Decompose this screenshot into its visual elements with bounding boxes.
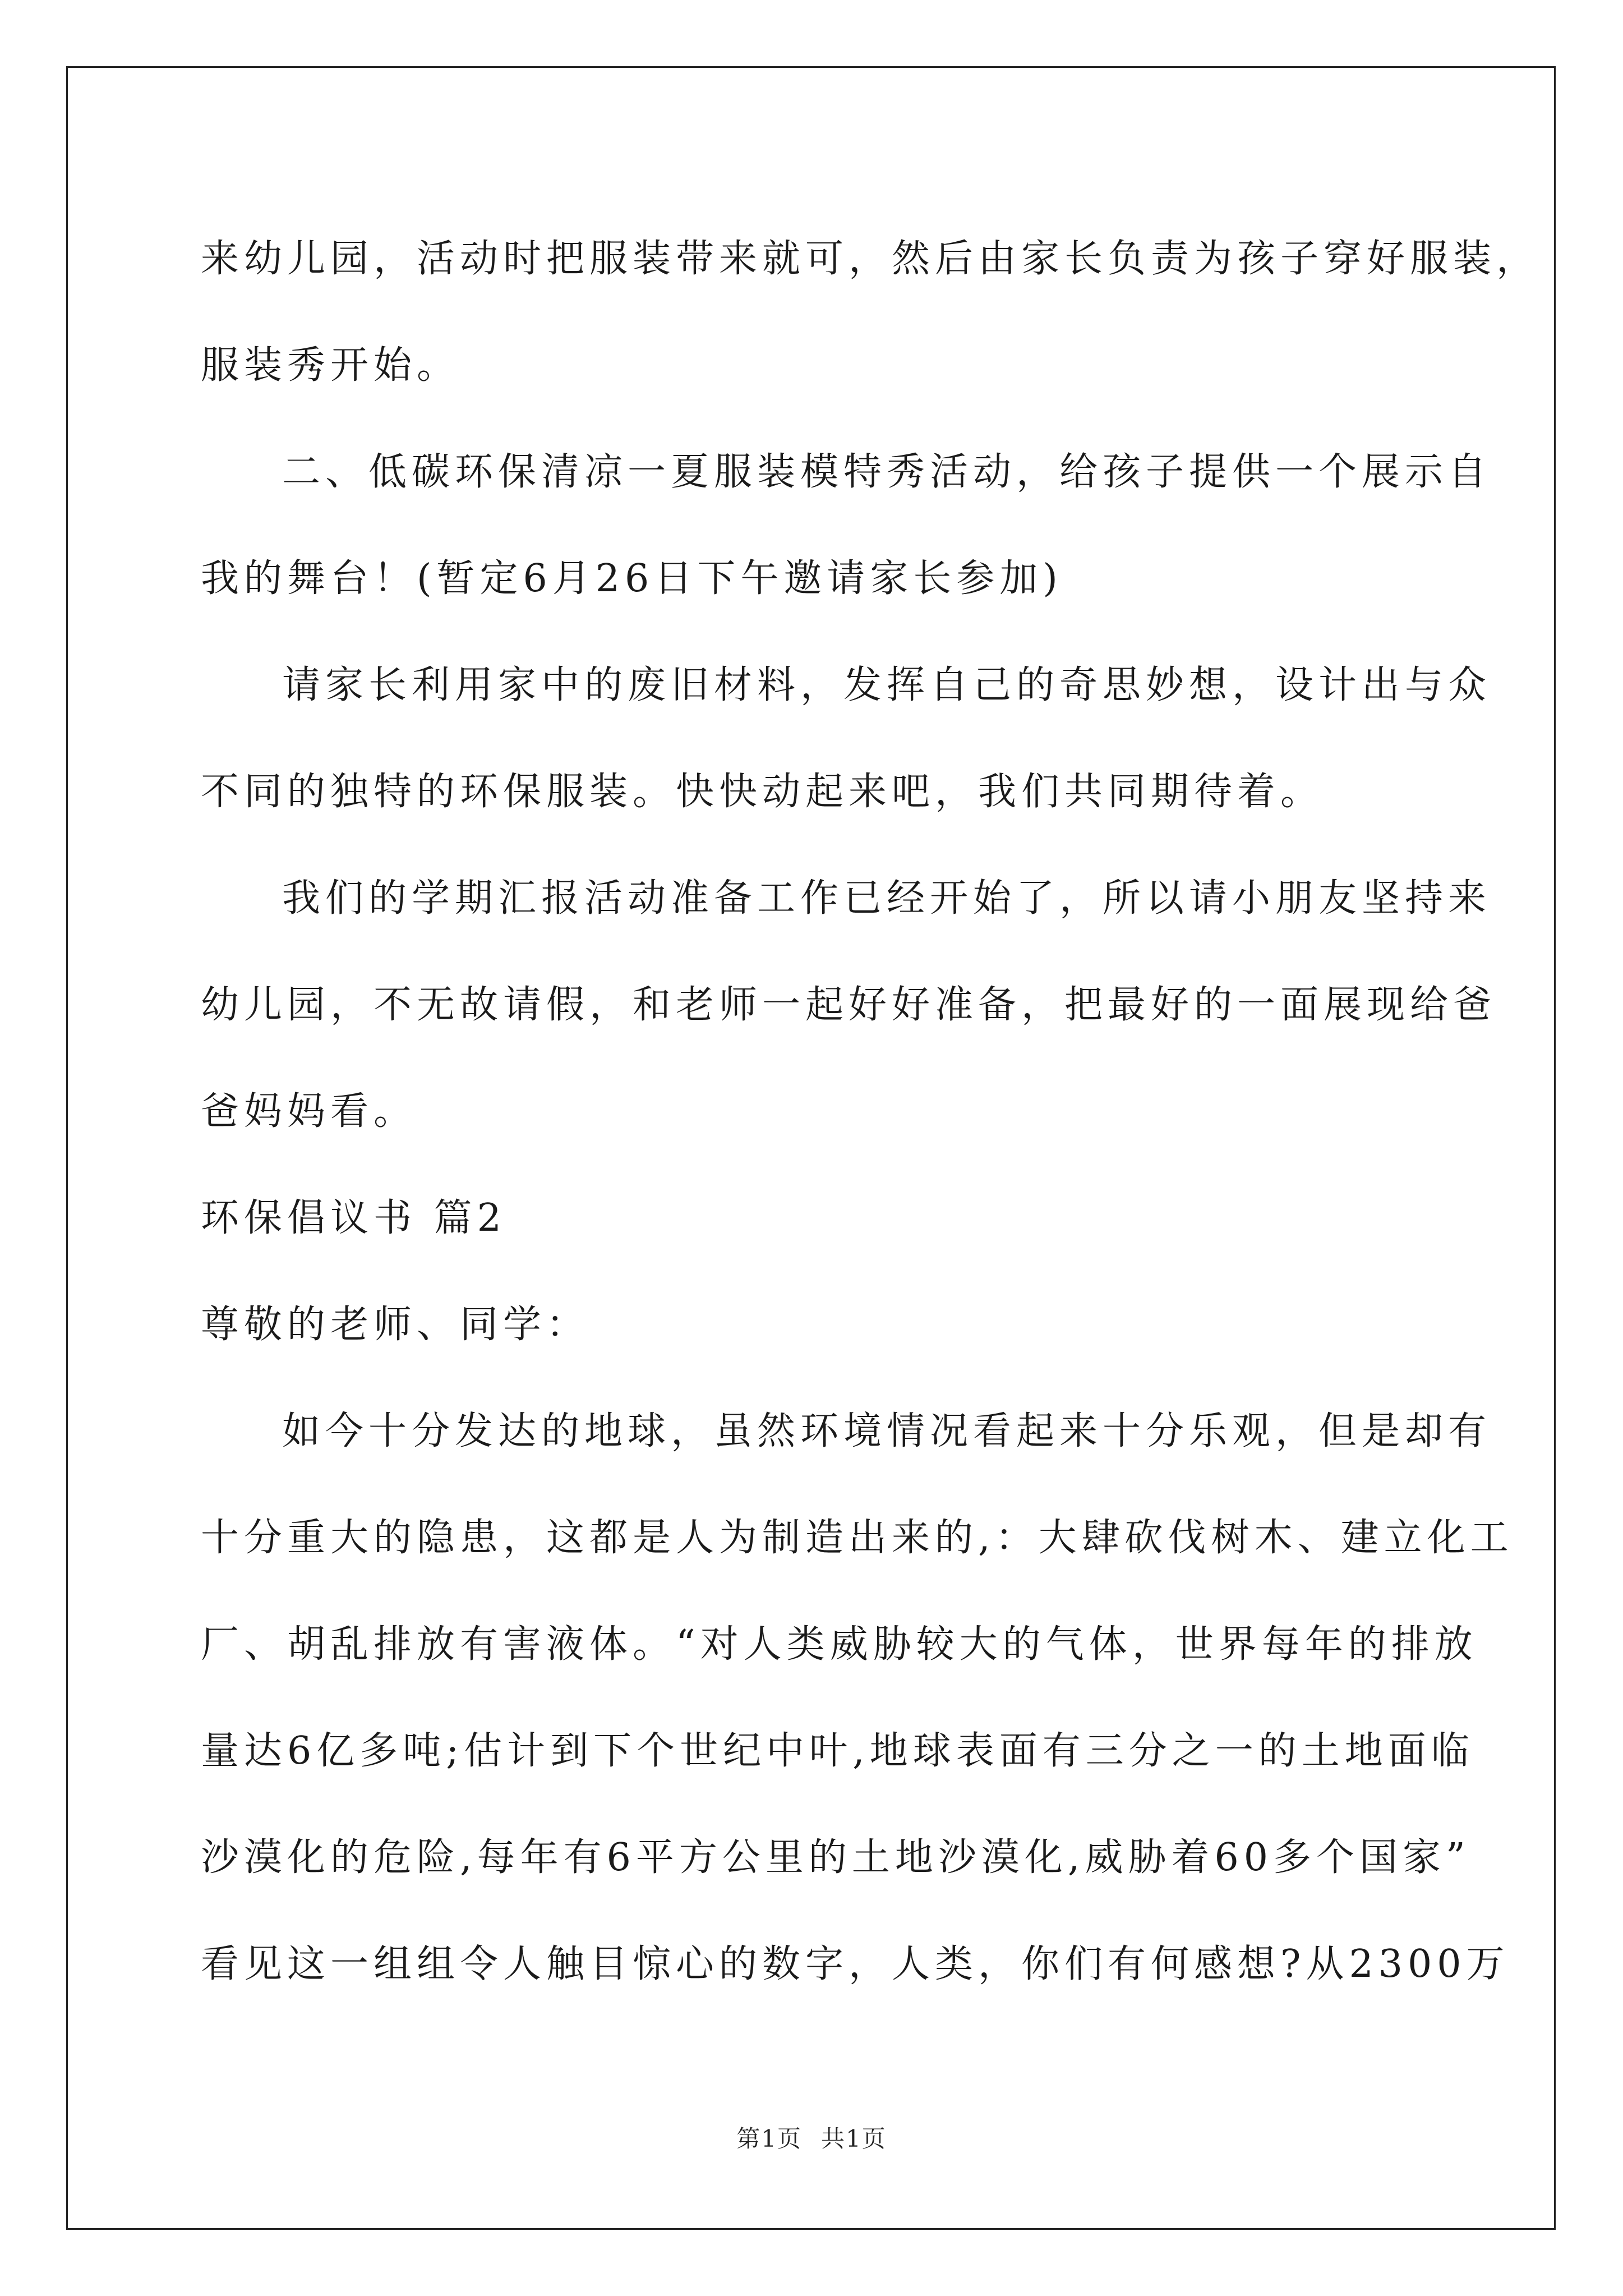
paragraph-line: 看见这一组组令人触目惊心的数字，人类，你们有何感想?从2300万 [201, 1942, 1510, 1986]
paragraph-line: 沙漠化的危险,每年有6平方公里的土地沙漠化,威胁着60多个国家” [201, 1835, 1470, 1880]
paragraph-line: 十分重大的隐患，这都是人为制造出来的,：大肆砍伐树木、建立化工 [201, 1516, 1514, 1560]
page-number: 第1页 [736, 2125, 802, 2152]
section-heading: 环保倡议书 篇2 [201, 1196, 506, 1240]
paragraph-line: 服装秀开始。 [201, 343, 460, 388]
paragraph-line: 来幼儿园，活动时把服装带来就可，然后由家长负责为孩子穿好服装， [201, 237, 1540, 281]
paragraph-line: 厂、胡乱排放有害液体。“对人类威胁较大的气体，世界每年的排放 [201, 1622, 1478, 1667]
paragraph-line: 请家长利用家中的废旧材料，发挥自己的奇思妙想，设计出与众 [282, 663, 1492, 707]
paragraph-line: 二、低碳环保清凉一夏服装模特秀活动，给孩子提供一个展示自 [282, 450, 1492, 494]
paragraph-line: 量达6亿多吨;估计到下个世纪中叶,地球表面有三分之一的土地面临 [201, 1729, 1474, 1773]
paragraph-line: 如今十分发达的地球，虽然环境情况看起来十分乐观，但是却有 [282, 1409, 1492, 1453]
paragraph-line: 我的舞台！(暂定6月26日下午邀请家长参加) [201, 556, 1063, 601]
paragraph-line: 爸妈妈看。 [201, 1089, 417, 1134]
paragraph-line: 我们的学期汇报活动准备工作已经开始了，所以请小朋友坚持来 [282, 876, 1492, 921]
page-footer [0, 2120, 1623, 2154]
document-body [201, 206, 1540, 2018]
paragraph-line: 不同的独特的环保服装。快快动起来吧，我们共同期待着。 [201, 770, 1324, 814]
salutation: 尊敬的老师、同学： [201, 1303, 590, 1347]
paragraph-line: 幼儿园，不无故请假，和老师一起好好准备，把最好的一面展现给爸 [201, 983, 1497, 1027]
page-total: 共1页 [821, 2125, 887, 2152]
